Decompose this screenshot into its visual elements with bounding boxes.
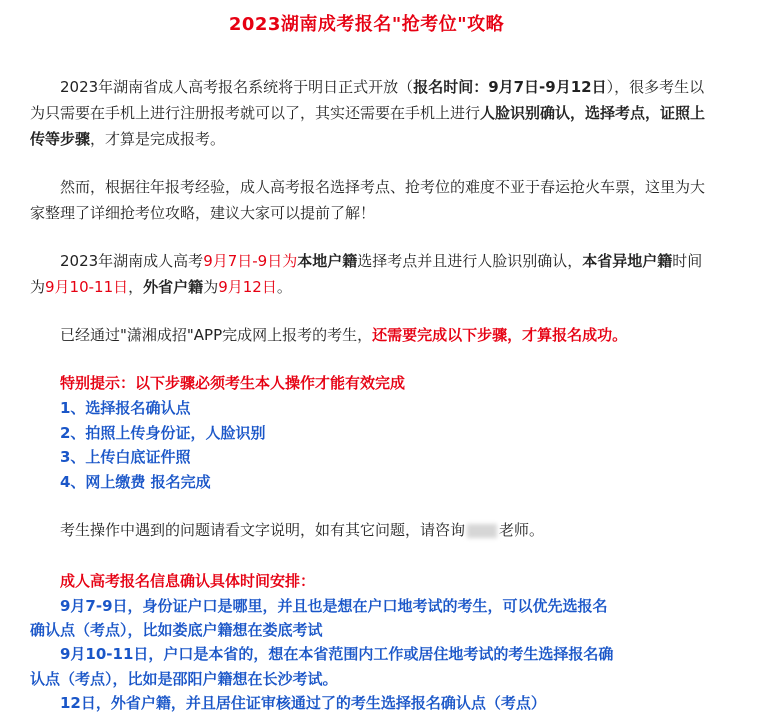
schedule-line: 12日，外省户籍，并且居住证审核通过了的考生选择报名确认点（考点）: [60, 694, 546, 712]
schedule-line: 确认点（考点），比如娄底户籍想在娄底考试: [30, 621, 323, 639]
intro-text-2: ），很多考生以为只需要在手机上进行注册报考就可以了，其实还需要在手机上进行: [30, 78, 705, 122]
schedule-heading: 成人高考报名信息确认具体时间安排：: [60, 572, 316, 590]
summary-period: 。: [276, 278, 292, 296]
required-steps: 人脸识别确认，选择考点，证照上传等步骤: [30, 104, 706, 148]
experience-paragraph: 然而，根据往年报考经验，成人高考报名选择考点、抢考位的难度不亚于春运抢火车票，这里为大家整理了详细抢考位攻略，建议大家可以提前了解！: [30, 178, 706, 222]
article-title: 2023湖南成考报名"抢考位"攻略: [228, 14, 505, 35]
summary-text-4: 为: [203, 278, 219, 296]
consult-paragraph: [60, 519, 544, 541]
intro-paragraph: [30, 74, 710, 152]
summary-text-2: 选择考点并且进行人脸识别确认，: [357, 252, 583, 270]
province-dates: 9月10-11日: [45, 278, 129, 296]
consult-text: 考生操作中遇到的问题请看文字说明，如有其它问题，请咨询: [60, 521, 466, 539]
schedule-line: 9月7-9日，身份证户口是哪里，并且也是想在户口地考试的考生，可以优先选报名: [60, 597, 608, 615]
local-dates: 9月7日-9日为: [203, 252, 298, 270]
app-text: 已经通过"潇湘成招"APP完成网上报考的考生，: [60, 326, 373, 344]
schedule-line: 9月10-11日，户口是本省的，想在本省范围内工作或居住地考试的考生选择报名确: [60, 645, 614, 663]
registration-time: 报名时间：9月7日-9月12日: [413, 78, 607, 96]
schedule-line: 认点（考点），比如是邵阳户籍想在长沙考试。: [30, 670, 338, 688]
step-item: 3、上传白底证件照: [60, 448, 191, 466]
out-of-province-household: 外省户籍: [143, 278, 204, 296]
schedule-summary-paragraph: [30, 248, 710, 300]
local-household: 本地户籍: [297, 252, 358, 270]
province-other-household: 本省异地户籍: [582, 252, 673, 270]
out-of-province-date: 9月12日: [218, 278, 277, 296]
intro-text-3: ，才算是完成报考。: [90, 130, 226, 148]
summary-text-3: 时间为: [30, 252, 703, 296]
consult-text-end: 老师。: [499, 521, 545, 539]
step-item: 2、拍照上传身份证，人脸识别: [60, 424, 266, 442]
step-item: 1、选择报名确认点: [60, 399, 191, 417]
intro-text-1: 2023年湖南省成人高考报名系统将于明日正式开放（: [60, 78, 414, 96]
notice-heading: 特别提示：以下步骤必须考生本人操作才能有效完成: [60, 374, 406, 392]
summary-comma: ，: [128, 278, 144, 296]
redacted-name: [467, 524, 497, 538]
step-item: 4、网上缴费 报名完成: [60, 473, 211, 491]
summary-text-1: 2023年湖南成人高考: [60, 252, 204, 270]
app-warning: 还需要完成以下步骤，才算报名成功。: [372, 326, 628, 344]
app-paragraph: [30, 322, 710, 348]
